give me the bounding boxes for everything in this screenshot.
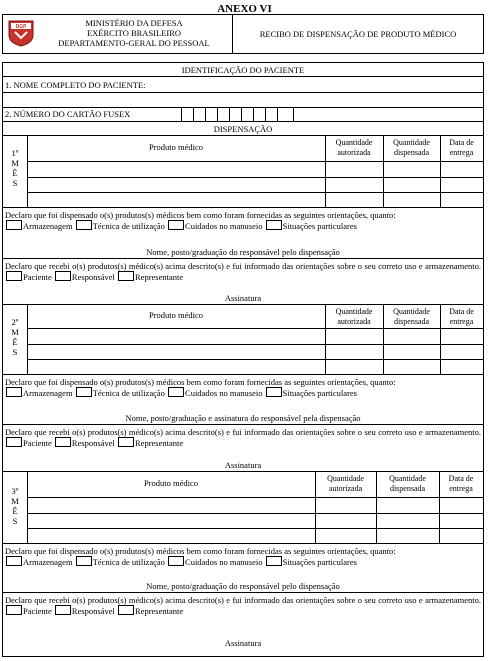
responsible-caption-3: Nome, posto/graduação do responsável pelo dispensação xyxy=(146,581,340,591)
checkbox-representative-1[interactable] xyxy=(118,271,134,281)
col-qty-dispensed-header: Quantidade dispensada xyxy=(393,307,430,326)
month-1-label: 1º M Ê S xyxy=(11,148,19,188)
checkbox-particular-1[interactable] xyxy=(266,220,282,230)
signature-caption-2: Assinatura xyxy=(224,460,262,470)
col-date-header: Data de entrega xyxy=(448,474,474,493)
responsible-caption-2: Nome, posto/graduação e assinatura do responsável pela dispensação xyxy=(125,413,361,423)
col-date-header: Data de entrega xyxy=(449,307,474,326)
checkbox-patient-1[interactable] xyxy=(6,271,22,281)
declare-received-3: Declaro que recebi o(s) produtos(s) médico(s) acima descrito(s) e fui informado das orientações sobre o seu correto uso e armazenamento. Paciente Responsável Representante xyxy=(5,595,481,616)
checkbox-storage-3[interactable] xyxy=(6,556,22,566)
col-date-header: Data de entrega xyxy=(449,138,474,157)
month-2-label: 2º M Ê S xyxy=(11,317,19,357)
orientation-options-2: Armazenagem Técnica de utilização Cuidados no manuseio Situações particulares xyxy=(5,387,481,398)
checkbox-representative-2[interactable] xyxy=(118,437,134,447)
checkbox-responsible-2[interactable] xyxy=(55,437,71,447)
checkbox-handling-1[interactable] xyxy=(168,220,184,230)
declare-received-1: Declaro que recebi o(s) produtos(s) médico(s) acima descrito(s) e fui informado das orientações sobre o seu correto uso e armazenamento. Paciente Responsável Representante xyxy=(5,261,481,282)
month-2-table xyxy=(3,304,483,374)
checkbox-handling-2[interactable] xyxy=(168,387,184,397)
receipt-title: RECIBO DE DISPENSAÇÃO DE PRODUTO MÉDICO xyxy=(259,29,457,39)
army-line: EXÉRCITO BRASILEIRO xyxy=(86,28,182,38)
responsible-caption-1: Nome, posto/graduação do responsável pelo dispensação xyxy=(146,247,340,257)
col-qty-dispensed-header: Quantidade dispensada xyxy=(389,474,426,493)
checkbox-patient-2[interactable] xyxy=(6,437,22,447)
patient-section-title: IDENTIFICAÇÃO DO PACIENTE xyxy=(181,65,305,75)
form-header xyxy=(2,14,484,54)
col-product-header: Produto médico xyxy=(143,478,199,488)
orientation-options-3: Armazenagem Técnica de utilização Cuidados no manuseio Situações particulares xyxy=(5,556,481,567)
fusex-label: 2. NÚMERO DO CARTÃO FUSEX xyxy=(5,109,131,119)
checkbox-particular-2[interactable] xyxy=(266,387,282,397)
month-3-table xyxy=(3,471,483,543)
checkbox-responsible-3[interactable] xyxy=(55,605,71,615)
institution-block xyxy=(3,15,233,53)
col-qty-authorized-header: Quantidade autorizada xyxy=(335,138,373,157)
col-qty-dispensed-header: Quantidade dispensada xyxy=(393,138,430,157)
declare-dispensed-2: Declaro que foi dispensado o(s) produtos(s) médicos bem como foram fornecidas as seguintes orientações, quanto: xyxy=(5,377,396,387)
patient-name-field[interactable] xyxy=(163,78,479,90)
checkbox-technique-2[interactable] xyxy=(76,387,92,397)
institution-name xyxy=(39,18,229,48)
form-body xyxy=(2,62,484,657)
col-qty-authorized-header: Quantidade autorizada xyxy=(335,307,373,326)
declare-dispensed-3: Declaro que foi dispensado o(s) produtos(s) médicos bem como foram fornecidas as seguintes orientações, quanto: xyxy=(5,546,396,556)
checkbox-storage-2[interactable] xyxy=(6,387,22,397)
dgp-shield-logo xyxy=(7,19,35,47)
col-qty-authorized-header: Quantidade autorizada xyxy=(327,474,364,493)
ministry-line: MINISTÉRIO DA DEFESA xyxy=(85,18,183,28)
logo-text: DGP xyxy=(15,24,27,30)
patient-name-label: 1. NOME COMPLETO DO PACIENTE: xyxy=(5,80,146,90)
col-product-header: Produto médico xyxy=(148,310,204,320)
checkbox-representative-3[interactable] xyxy=(118,605,134,615)
checkbox-handling-3[interactable] xyxy=(168,556,184,566)
annex-title: ANEXO VI xyxy=(217,3,272,15)
checkbox-storage-1[interactable] xyxy=(6,220,22,230)
fusex-number-field[interactable] xyxy=(181,107,294,121)
checkbox-particular-3[interactable] xyxy=(266,556,282,566)
declare-dispensed-1: Declaro que foi dispensado o(s) produtos(s) médicos bem como foram fornecidas as seguintes orientações, quanto: xyxy=(5,210,396,220)
month-3-label: 3º M Ê S xyxy=(11,486,19,526)
col-product-header: Produto médico xyxy=(148,142,204,152)
signature-caption-3: Assinatura xyxy=(224,638,262,648)
checkbox-technique-3[interactable] xyxy=(76,556,92,566)
department-line: DEPARTAMENTO-GERAL DO PESSOAL xyxy=(58,38,210,48)
declare-received-2: Declaro que recebi o(s) produtos(s) médico(s) acima descrito(s) e fui informado das orientações sobre o seu correto uso e armazenamento. Paciente Responsável Representante xyxy=(5,427,481,448)
month-1-table xyxy=(3,135,483,207)
checkbox-responsible-1[interactable] xyxy=(55,271,71,281)
orientation-options-1: Armazenagem Técnica de utilização Cuidados no manuseio Situações particulares xyxy=(5,220,481,231)
checkbox-patient-3[interactable] xyxy=(6,605,22,615)
dispensation-section-title: DISPENSAÇÃO xyxy=(213,124,273,134)
signature-caption-1: Assinatura xyxy=(224,293,262,303)
checkbox-technique-1[interactable] xyxy=(76,220,92,230)
